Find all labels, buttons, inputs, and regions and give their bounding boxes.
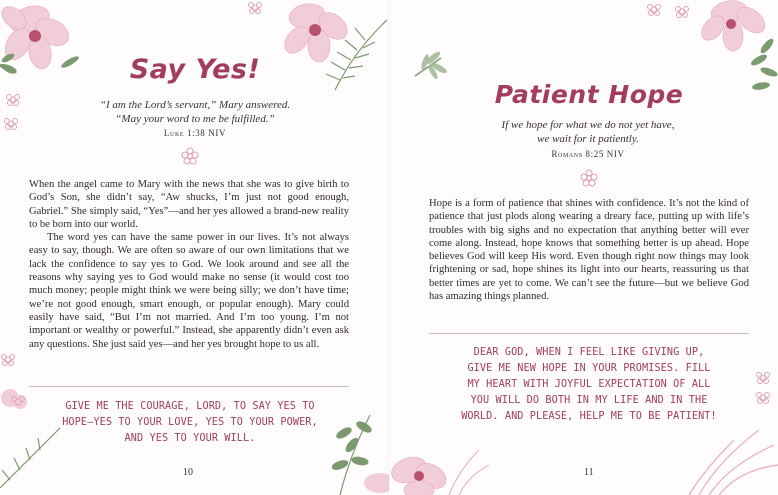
right-verse-reference: Romans 8:25 NIV bbox=[551, 149, 625, 159]
right-body-text bbox=[429, 197, 749, 303]
dragonfly-icon bbox=[411, 50, 453, 82]
right-verse-line-2: we wait for it patiently. bbox=[537, 133, 639, 145]
small-blossom-icon bbox=[579, 168, 599, 188]
book-gutter bbox=[388, 0, 390, 495]
hibiscus-flower-icon bbox=[215, 0, 389, 100]
left-page-title: Say Yes! bbox=[129, 54, 261, 85]
hibiscus-flower-icon bbox=[0, 0, 90, 75]
left-verse-line-1: “I am the Lord’s servant,” Mary answered. bbox=[99, 99, 291, 111]
small-blossom-icon bbox=[749, 368, 778, 408]
left-verse-line-2: “May your word to me be fulfilled.” bbox=[115, 113, 275, 125]
left-prayer: GIVE ME THE COURAGE, LORD, TO SAY YES TO HOPE—YES TO YOUR LOVE, YES TO YOUR POWER, AND YES TO YOUR WILL. bbox=[62, 401, 318, 444]
hibiscus-flower-icon bbox=[689, 0, 778, 100]
small-blossom-icon bbox=[2, 92, 24, 136]
left-paragraph-1: When the angel came to Mary with the news that she was to give birth to God’s Son, she didn’t say, “Aw shucks, I’m just not good enough, Gabriel.” She simply said, “Yes”—and her yes allowed a brand-new reality to be born into our world. bbox=[29, 179, 349, 230]
small-blossom-icon bbox=[624, 0, 714, 30]
right-divider bbox=[429, 333, 749, 334]
right-page-number: 11 bbox=[584, 467, 594, 478]
small-blossom-icon bbox=[0, 350, 18, 372]
right-verse-line-1: If we hope for what we do not yet have, bbox=[501, 119, 675, 131]
leaf-sprig-icon bbox=[0, 50, 20, 80]
right-paragraph-1: Hope is a form of patience that shines with confidence. It’s not the kind of patience that just plods along wearing a dreary face, putting up with life’s troubles with big sighs and no expectation that anything better will ever come along. Instead, hope knows that something better is up ahead. Hope believes God will keep His word. Even though right now things may look frightening or sad, hope shines its light into our hearts, reassuring us that better times are yet to come. We can’t see the future—but we believe God has amazing things planned. bbox=[429, 198, 749, 303]
right-page-title: Patient Hope bbox=[494, 80, 684, 109]
right-prayer: DEAR GOD, WHEN I FEEL LIKE GIVING UP, GIVE ME NEW HOPE IN YOUR PROMISES. FILL MY HEART WITH JOYFUL EXPECTATION OF ALL YOU WILL DO BOTH IN MY LIFE AND IN THE WORLD. AND PLEASE, HELP ME TO BE PATIENT! bbox=[461, 347, 717, 422]
small-blossom-icon bbox=[180, 146, 200, 166]
left-page-number: 10 bbox=[183, 467, 193, 478]
left-paragraph-2: The word yes can have the same power in our lives. It’s not always easy to say, though. We are often so aware of our own limitations that we lack the confidence to say yes to God. We look around and see all the reasons why saying yes to God would make no sense (it would cost too much money; people might think we were being silly; we don’t have time; we’re not good enough, smart enough, or popular enough). Mary could easily have said, “But I’m not married. And I’m too young. I’m not important or wealthy or powerful.” Instead, she apparently didn’t even ask any questions. She just said yes—and her yes brought hope to us all. bbox=[29, 232, 349, 350]
left-verse-reference: Luke 1:38 NIV bbox=[163, 128, 227, 138]
leaf-sprig-icon bbox=[679, 420, 778, 495]
left-divider bbox=[29, 386, 349, 387]
left-body-text bbox=[29, 178, 349, 351]
right-page bbox=[389, 0, 778, 495]
